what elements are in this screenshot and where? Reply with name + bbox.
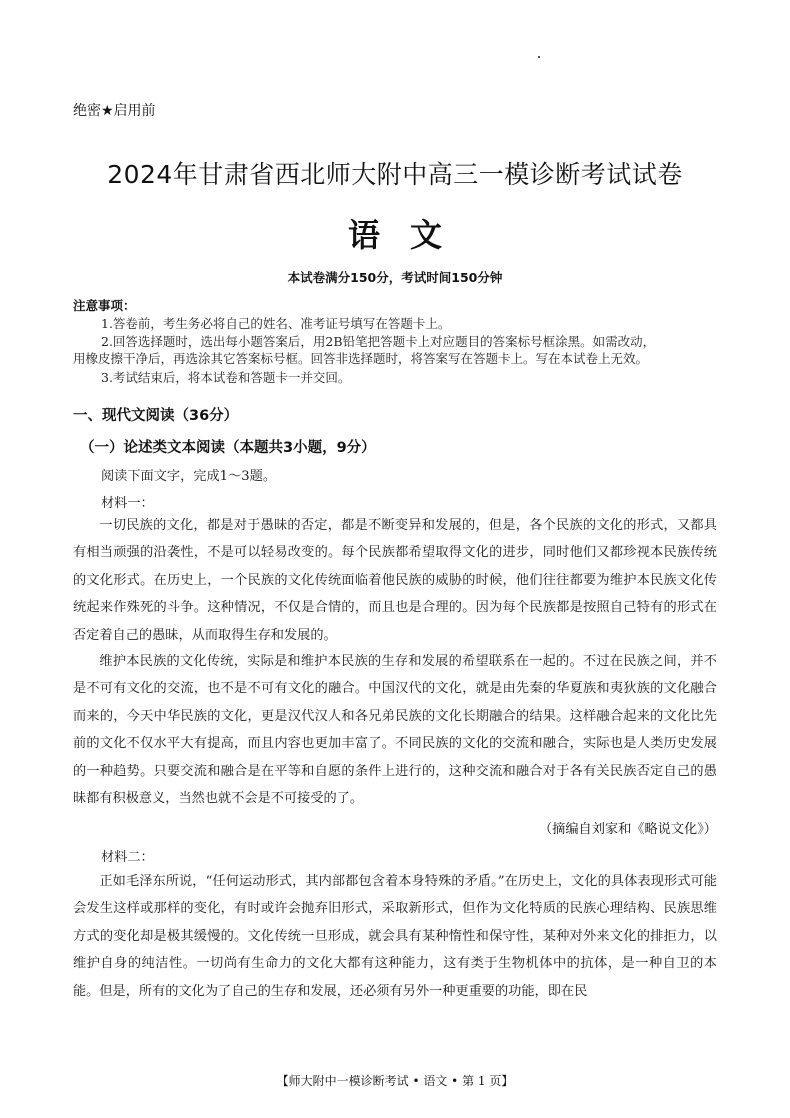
material-2-paragraph-1: 正如毛泽东所说，“任何运动形式，其内部都包含着本身特殊的矛盾。”在历史上，文化的具体表现形式可能会发生这样或那样的变化，有时或许会抛弃旧形式，采取新形式，但作为文化特质的民族心理结构、民族思维方式的变化却是极其缓慢的。文化传统一旦形成，就会具有某种惰性和保守性，某种对外来文化的排拒力，以维护自身的纯洁性。一切尚有生命力的文化大都有这种能力，这有类于生物机体中的抗体，是一种自卫的本能。但是，所有的文化为了自己的生存和发展，还必须有另外一种更重要的功能，即在民 bbox=[73, 874, 717, 999]
exam-title: 2024年甘肃省西北师大附中高三一模诊断考试试卷 bbox=[107, 160, 683, 189]
subsection-title: （一）论述类文本阅读（本题共3小题，9分） bbox=[80, 440, 376, 456]
notice-item-2-continued: 用橡皮擦干净后，再选涂其它答案标号框。回答非选择题时，将答案写在答题卡上。写在本试卷上无效。 bbox=[73, 351, 649, 366]
material-1-paragraph-2: 维护本民族的文化传统，实际是和维护本民族的生存和发展的希望联系在一起的。不过在民族之间，并不是不可有文化的交流，也不是不可有文化的融合。中国汉代的文化，就是由先秦的华夏族和夷狄族的文化融合而来的，今天中华民族的文化，更是汉代汉人和各兄弟民族的文化长期融合的结果。这样融合起来的文化比先前的文化不仅水平大有提高，而且内容也更加丰富了。不同民族的文化的交流和融合，实际也是人类历史发展的一种趋势。只要交流和融合是在平等和自愿的条件上进行的，这种交流和融合对于各有关民族否定自己的愚昧都有积极意义，当然也就不会是不可接受的了。 bbox=[73, 654, 717, 807]
notice-item-1: 1.答卷前，考生务必将自己的姓名、准考证号填写在答题卡上。 bbox=[101, 316, 451, 331]
reading-instruction: 阅读下面文字，完成1～3题。 bbox=[101, 469, 277, 484]
page-footer: 【师大附中一模诊断考试 • 语文 • 第 1 页】 bbox=[276, 1074, 514, 1088]
material-1-source: （摘编自刘家和《略说文化》） bbox=[538, 822, 717, 837]
material-1-paragraph-1: 一切民族的文化，都是对于愚昧的否定，都是不断变异和发展的，但是，各个民族的文化的形式，又都具有相当顽强的沿袭性，不是可以轻易改变的。每个民族都希望取得文化的进步，同时他们又都珍视本民族传统的文化形式。在历史上，一个民族的文化传统面临着他民族的威胁的时候，他们往往都要为维护本民族文化传统起来作殊死的斗争。这种情况，不仅是合情的，而且也是合理的。因为每个民族都是按照自己特有的形式在否定着自己的愚昧，从而取得生存和发展的。 bbox=[73, 518, 717, 643]
notice-item-3: 3.考试结束后，将本试卷和答题卡一并交回。 bbox=[101, 370, 351, 385]
scan-dot bbox=[538, 56, 540, 58]
exam-meta: 本试卷满分150分，考试时间150分钟 bbox=[287, 270, 503, 285]
material-1-label: 材料一： bbox=[101, 496, 154, 511]
notice-title: 注意事项： bbox=[73, 298, 136, 313]
secret-mark: 绝密★启用前 bbox=[73, 103, 156, 119]
subject-title: 语文 bbox=[347, 216, 472, 254]
notice-item-2: 2.回答选择题时，选出每小题答案后，用2B铅笔把答题卡上对应题目的答案标号框涂黑。如需改动， bbox=[101, 334, 656, 349]
material-2-label: 材料二： bbox=[101, 850, 154, 865]
section-title: 一、现代文阅读（36分） bbox=[73, 408, 239, 424]
